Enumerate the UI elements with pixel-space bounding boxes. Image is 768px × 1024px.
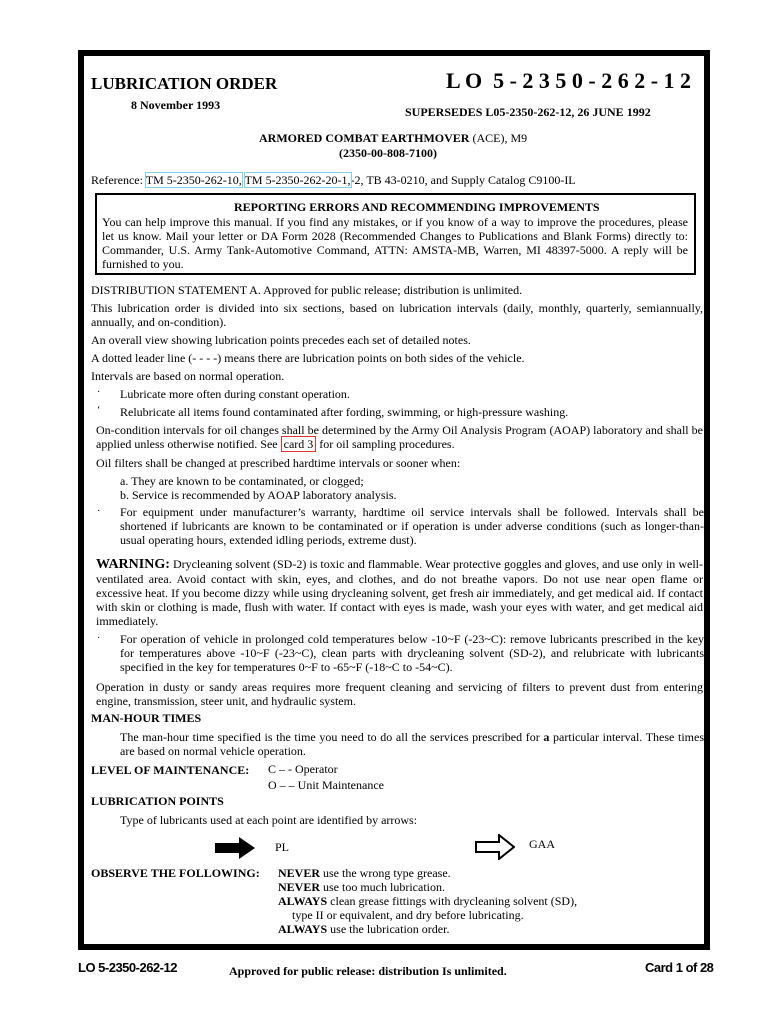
level-of-maintenance-heading: LEVEL OF MAINTENANCE: [91,763,250,777]
on-condition-text: On-condition intervals for oil changes shall be determined by the Army Oil Analysis Program (AOAP) laboratory and shall be applied unless otherwise notified. See [96,423,703,451]
bullet-mark: · [97,633,101,644]
cold-weather-paragraph: For operation of vehicle in prolonged cold temperatures below -10~F (-23~C): remove lubricants prescribed in the key for temperatures above -10~F (-23~C), clean parts with drycleaning solvent (SD-2), and relubricate with lubricants specified in the key for temperatures 0~F to -65~F (-18~C to -54~C). [120,632,704,674]
reference-rest: -2, TB 43-0210, and Supply Catalog C9100-IL [350,173,576,187]
filter-condition-b: b. Service is recommended by AOAP laboratory analysis. [120,488,397,502]
level-operator: C – - Operator [268,762,338,776]
card-3-link[interactable]: card 3 [281,436,317,452]
document-title: LUBRICATION ORDER [91,74,278,93]
outline-arrow-icon [475,834,515,860]
bullet-mark: · [97,506,101,517]
observe-item-4 [278,922,449,936]
man-hour-heading: MAN-HOUR TIMES [91,711,202,725]
distribution-statement: DISTRIBUTION STATEMENT A. Approved for public release; distribution is unlimited. [91,283,523,297]
lo-number: L O 5 - 2 3 5 0 - 2 6 2 - 1 2 [446,68,692,93]
observe-keyword: ALWAYS [278,922,328,936]
level-unit-maintenance: O – – Unit Maintenance [268,778,384,792]
footer-card-number: Card 1 of 28 [645,960,714,975]
notice-title: REPORTING ERRORS AND RECOMMENDING IMPROVEMENTS [234,200,600,214]
on-condition-text-end: for oil sampling procedures. [319,437,455,451]
observe-text: use the wrong type grease. [323,866,451,880]
man-hour-paragraph [120,730,704,758]
observe-heading: OBSERVE THE FOLLOWING: [91,866,260,880]
warning-paragraph [96,557,703,628]
footer-lo-number: LO 5-2350-262-12 [78,960,177,975]
reference-line [91,173,576,187]
reference-link-tm-10[interactable]: TM 5-2350-262-10, [145,173,242,187]
observe-item-2 [278,880,445,894]
bullet-mark: · [97,387,101,398]
warning-label: WARNING: [96,557,170,572]
observe-keyword: NEVER [278,880,321,894]
observe-item-3 [278,894,577,908]
document-date: 8 November 1993 [131,98,221,112]
observe-item-1 [278,866,451,880]
equipment-line [259,131,527,145]
reference-link-tm-20-1[interactable]: TM 5-2350-262-20-1, [244,173,351,187]
warranty-paragraph: For equipment under manufacturer’s warranty, hardtime oil service intervals shall be followed. Intervals shall be shortened if lubricants are known to be contaminated or if operation is under adverse conditions (such as longer-than-usual operating hours, extended idling periods, extreme dust). [120,505,704,547]
man-hour-article: a [543,730,550,744]
sections-paragraph: This lubrication order is divided into six sections, based on lubrication intervals (daily, monthly, quarterly, semiannually, annually, and on-condition). [91,301,703,329]
equipment-name: ARMORED COMBAT EARTHMOVER [259,131,470,145]
relubricate-item: Relubricate all items found contaminated after fording, swimming, or high-pressure washing. [120,405,569,419]
observe-item-3-continued: type II or equivalent, and dry before lubricating. [292,908,524,922]
man-hour-text-end: particular interval. These times are based on normal vehicle operation. [120,730,704,758]
lubrication-points-heading: LUBRICATION POINTS [91,794,224,808]
solid-arrow-icon [215,837,255,859]
observe-keyword: NEVER [278,866,321,880]
supersedes-line: SUPERSEDES L05-2350-262-12, 26 JUNE 1992 [405,105,651,119]
bullet-mark: ‘ [97,405,101,416]
overview-paragraph: An overall view showing lubrication points precedes each set of detailed notes. [91,333,471,347]
lubrication-points-text: Type of lubricants used at each point are identified by arrows: [120,813,418,827]
intervals-paragraph: Intervals are based on normal operation. [91,369,285,383]
oil-filters-paragraph: Oil filters shall be changed at prescribed hardtime intervals or sooner when: [96,456,461,470]
lubricate-item: Lubricate more often during constant operation. [120,387,350,401]
notice-body: You can help improve this manual. If you find any mistakes, or if you know of a way to improve the procedures, please let us know. Mail your letter or DA Form 2028 (Recommended Changes to Publications and Blank Forms) directly to: Commander, U.S. Army Tank-Automotive Command, ATTN: AMSTA-MB, Warren, MI 48397-5000. A reply will be furnished to you. [102,215,688,271]
observe-text: clean grease fittings with drycleaning solvent (SD), [330,894,578,908]
filter-condition-a: a. They are known to be contaminated, or clogged; [120,474,364,488]
man-hour-text: The man-hour time specified is the time you need to do all the services prescribed for [120,730,540,744]
equipment-model: (ACE), M9 [472,131,528,145]
on-condition-paragraph [96,423,703,451]
reference-prefix: Reference: [91,173,143,187]
dotted-line-paragraph: A dotted leader line (- - - -) means there are lubrication points on both sides of the vehicle. [91,351,525,365]
footer-approved: Approved for public release: distribution Is unlimited. [229,964,507,978]
observe-text: use the lubrication order. [330,922,450,936]
observe-text: use too much lubrication. [323,880,445,894]
arrow-label-pl: PL [275,840,290,854]
observe-keyword: ALWAYS [278,894,328,908]
equipment-nsn: (2350-00-808-7100) [339,146,437,160]
warning-text: Drycleaning solvent (SD-2) is toxic and flammable. Wear protective goggles and gloves, and use only in well-ventilated area. Avoid contact with skin, eyes, and clothes, and do not breathe vapors. Do not use near open flame or excessive heat. If you become dizzy while using drycleaning solvent, get fresh air immediately, and get medical aid. If contact with skin or clothing is made, flush with water. If contact with eyes is made, wash your eyes with water, and get medical aid immediately. [96,557,703,628]
dusty-areas-paragraph: Operation in dusty or sandy areas requires more frequent cleaning and servicing of filters to prevent dust from entering engine, transmission, steer unit, and hydraulic system. [96,680,703,708]
arrow-label-gaa: GAA [529,837,555,851]
